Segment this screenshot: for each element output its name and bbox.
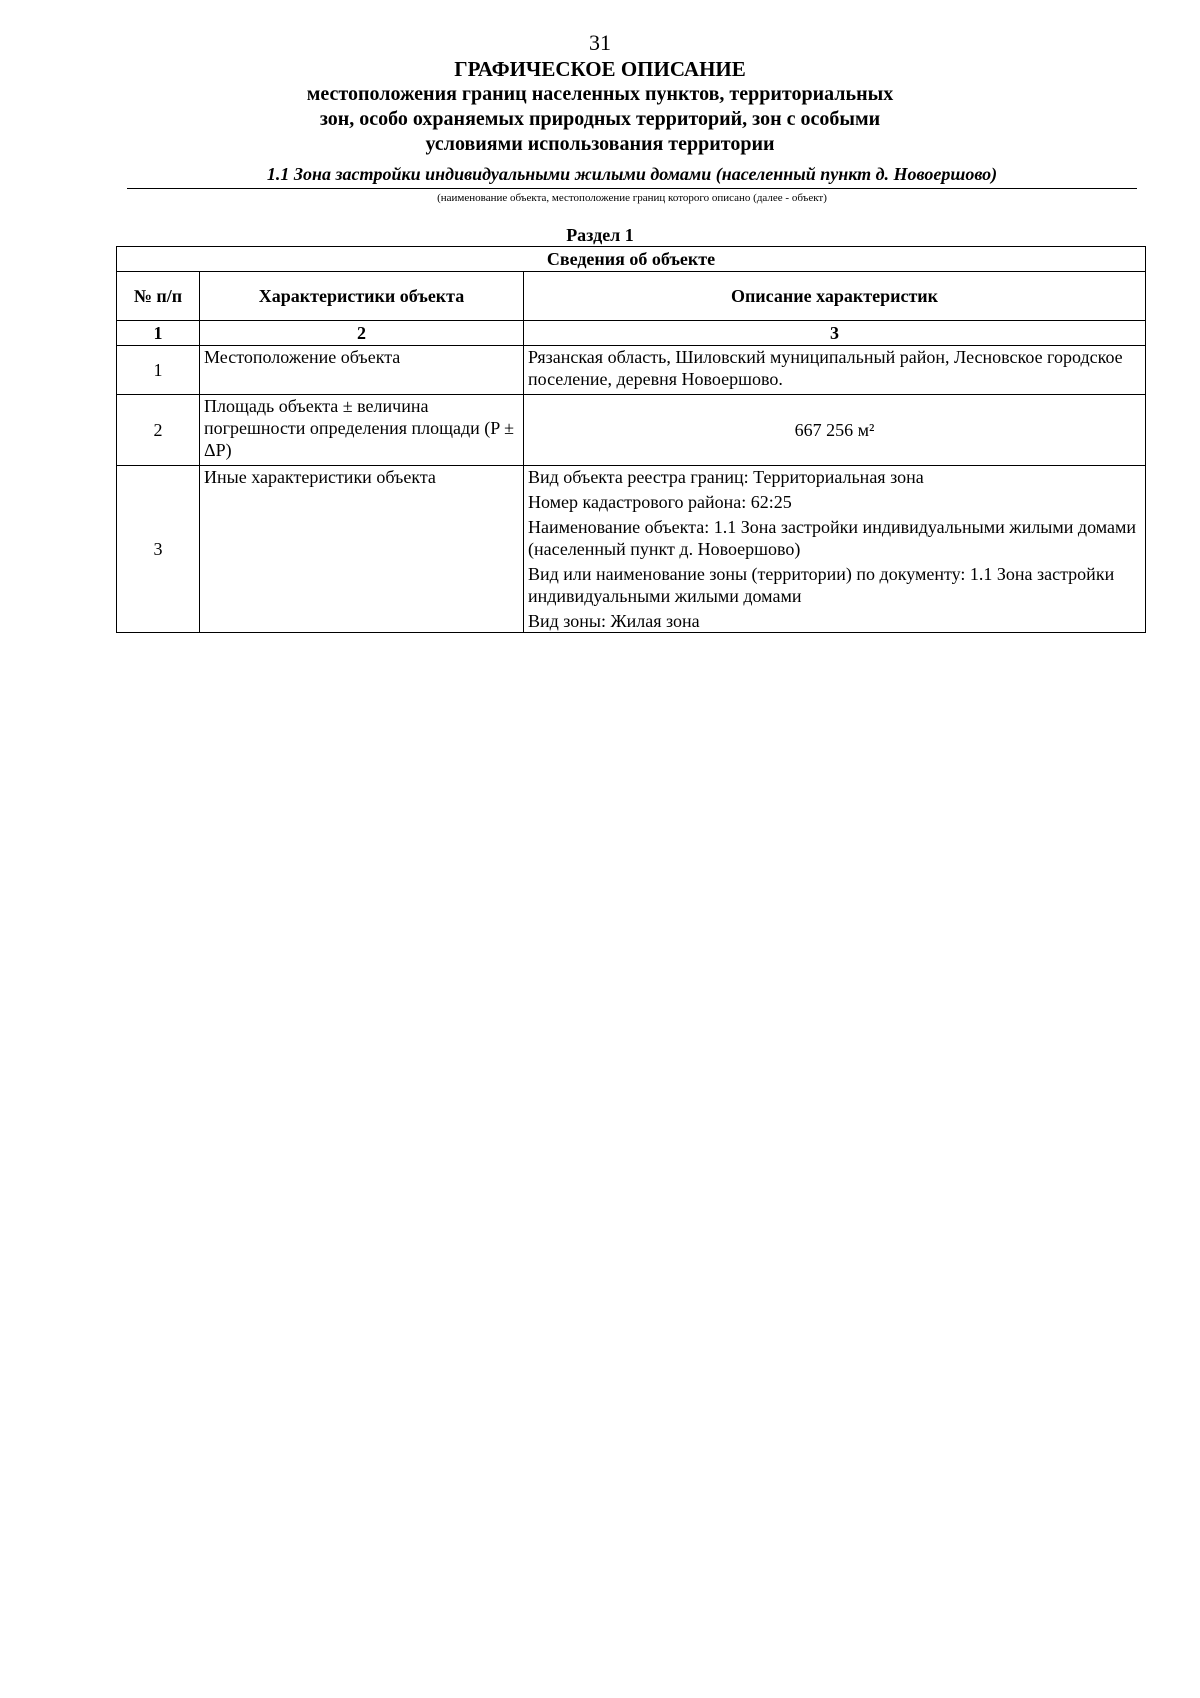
object-info-table (116, 246, 1146, 633)
description-line: Рязанская область, Шиловский муниципальный район, Лесновское городское поселение, деревня Новоершово. (528, 347, 1123, 389)
row-number: 2 (117, 395, 200, 466)
document-subtitle-line: местоположения границ населенных пунктов, территориальных (306, 83, 894, 105)
table-row (117, 395, 1146, 466)
object-name-underline (127, 188, 1137, 189)
column-number: 3 (524, 321, 1146, 346)
object-name: 1.1 Зона застройки индивидуальными жилыми домами (населенный пункт д. Новоершово) (266, 164, 998, 184)
table-title: Сведения об объекте (117, 247, 1146, 272)
row-number: 1 (117, 346, 200, 395)
column-number: 2 (200, 321, 524, 346)
area-value: 667 256 м² (794, 420, 875, 440)
column-header-number: № п/п (117, 272, 200, 321)
table-row (117, 346, 1146, 395)
column-number-row (117, 321, 1146, 346)
description-line: Наименование объекта: 1.1 Зона застройки индивидуальными жилыми домами (населенный пункт д. Новоершово) (528, 517, 1137, 559)
row-characteristic: Иные характеристики объекта (200, 466, 524, 633)
row-description (524, 346, 1146, 395)
row-number: 3 (117, 466, 200, 633)
document-title: ГРАФИЧЕСКОЕ ОПИСАНИЕ (454, 57, 746, 81)
row-characteristic: Площадь объекта ± величина погрешности определения площади (P ± ΔP) (200, 395, 524, 466)
description-line: Вид зоны: Жилая зона (528, 611, 700, 631)
document-subtitle-line: условиями использования территории (425, 133, 775, 155)
row-characteristic: Местоположение объекта (200, 346, 524, 395)
table-row (117, 466, 1146, 633)
description-line: Вид объекта реестра границ: Территориальная зона (528, 467, 924, 487)
column-header-description: Описание характеристик (524, 272, 1146, 321)
column-number: 1 (117, 321, 200, 346)
row-description (524, 395, 1146, 466)
description-line: Вид или наименование зоны (территории) по документу: 1.1 Зона застройки индивидуальными жилыми домами (528, 564, 1115, 606)
object-caption: (наименование объекта, местоположение границ которого описано (далее - объект) (437, 192, 827, 204)
section-title: Раздел 1 (566, 225, 634, 245)
document-header (0, 56, 1200, 157)
column-header-characteristic: Характеристики объекта (200, 272, 524, 321)
document-subtitle-line: зон, особо охраняемых природных территорий, зон с особыми (319, 108, 881, 130)
table-header-row (117, 272, 1146, 321)
page-number: 31 (589, 30, 611, 55)
table-title-row (117, 247, 1146, 272)
description-line: Номер кадастрового района: 62:25 (528, 492, 792, 512)
row-description (524, 466, 1146, 633)
